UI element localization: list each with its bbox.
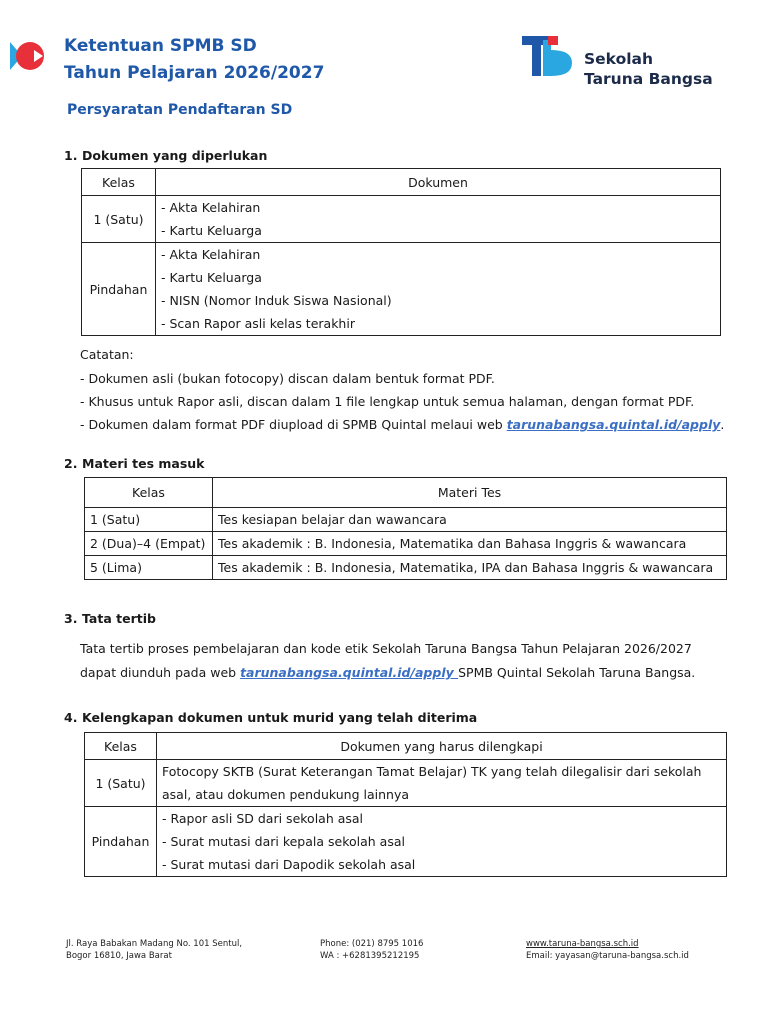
apply-link[interactable]: tarunabangsa.quintal.id/apply xyxy=(240,665,459,680)
table-row xyxy=(85,807,727,877)
note-line: - Dokumen dalam format PDF diupload di SPMB Quintal melaui web tarunabangsa.quintal.id/apply. xyxy=(80,417,725,432)
table-header: Dokumen xyxy=(156,169,721,196)
table-row xyxy=(85,556,727,580)
table-cell-kelas: 1 (Satu) xyxy=(82,196,156,243)
page-title-line1: Ketentuan SPMB SD xyxy=(64,36,257,56)
table-cell-materi: Tes akademik : B. Indonesia, Matematika dan Bahasa Inggris & wawancara xyxy=(213,532,727,556)
section-4-heading: 4. Kelengkapan dokumen untuk murid yang telah diterima xyxy=(64,710,478,725)
documents-table xyxy=(81,168,721,336)
email-text: Email: yayasan@taruna-bangsa.sch.id xyxy=(526,951,689,961)
footer-contact: Phone: (021) 8795 1016 WA : +6281395212195 xyxy=(320,939,424,961)
section-3-heading: 3. Tata tertib xyxy=(64,611,156,626)
section-2-heading: 2. Materi tes masuk xyxy=(64,456,205,471)
table-cell-kelas: 5 (Lima) xyxy=(85,556,213,580)
notes-title: Catatan: xyxy=(80,347,134,362)
table-row xyxy=(85,532,727,556)
table-cell-dokumen: - Akta Kelahiran - Kartu Keluarga xyxy=(156,196,721,243)
rules-text-line1: Tata tertib proses pembelajaran dan kode etik Sekolah Taruna Bangsa Tahun Pelajaran 2026/2027 xyxy=(80,641,692,656)
table-cell-kelas: 1 (Satu) xyxy=(85,508,213,532)
rules-text-line2: dapat diunduh pada web tarunabangsa.quintal.id/apply SPMB Quintal Sekolah Taruna Bangsa. xyxy=(80,665,696,680)
table-cell-kelas: 2 (Dua)–4 (Empat) xyxy=(85,532,213,556)
table-row xyxy=(82,196,721,243)
table-cell-dokumen: Fotocopy SKTB (Surat Keterangan Tamat Belajar) TK yang telah dilegalisir dari sekolah asal, atau dokumen pendukung lainnya xyxy=(157,760,727,807)
table-header: Kelas xyxy=(82,169,156,196)
table-header: Materi Tes xyxy=(213,478,727,508)
table-row xyxy=(82,243,721,336)
school-brand-name: Sekolah Taruna Bangsa xyxy=(584,50,713,88)
table-row xyxy=(85,508,727,532)
apply-link[interactable]: tarunabangsa.quintal.id/apply xyxy=(506,417,721,432)
note-line: - Khusus untuk Rapor asli, discan dalam 1 file lengkap untuk semua halaman, dengan format PDF. xyxy=(80,394,695,409)
page-title-line2: Tahun Pelajaran 2026/2027 xyxy=(64,63,325,83)
spmb-logo-icon xyxy=(8,38,60,74)
table-header: Dokumen yang harus dilengkapi xyxy=(157,733,727,760)
table-cell-kelas: Pindahan xyxy=(85,807,157,877)
table-header: Kelas xyxy=(85,478,213,508)
table-cell-kelas: Pindahan xyxy=(82,243,156,336)
table-cell-kelas: 1 (Satu) xyxy=(85,760,157,807)
table-cell-materi: Tes akademik : B. Indonesia, Matematika, IPA dan Bahasa Inggris & wawancara xyxy=(213,556,727,580)
school-logo-icon xyxy=(522,36,578,80)
page-subtitle: Persyaratan Pendaftaran SD xyxy=(67,102,293,118)
section-1-heading: 1. Dokumen yang diperlukan xyxy=(64,148,268,163)
table-cell-materi: Tes kesiapan belajar dan wawancara xyxy=(213,508,727,532)
website-link[interactable]: www.taruna-bangsa.sch.id xyxy=(526,939,639,949)
table-row xyxy=(85,760,727,807)
table-header: Kelas xyxy=(85,733,157,760)
footer-address: Jl. Raya Babakan Madang No. 101 Sentul, Bogor 16810, Jawa Barat xyxy=(66,939,243,961)
test-materials-table xyxy=(84,477,727,580)
table-cell-dokumen: - Akta Kelahiran - Kartu Keluarga - NISN (Nomor Induk Siswa Nasional) - Scan Rapor asli kelas terakhir xyxy=(156,243,721,336)
table-cell-dokumen: - Rapor asli SD dari sekolah asal - Surat mutasi dari kepala sekolah asal - Surat mutasi dari Dapodik sekolah asal xyxy=(157,807,727,877)
footer-web-email xyxy=(526,938,689,962)
admitted-documents-table xyxy=(84,732,727,877)
note-line: - Dokumen asli (bukan fotocopy) discan dalam bentuk format PDF. xyxy=(80,371,495,386)
